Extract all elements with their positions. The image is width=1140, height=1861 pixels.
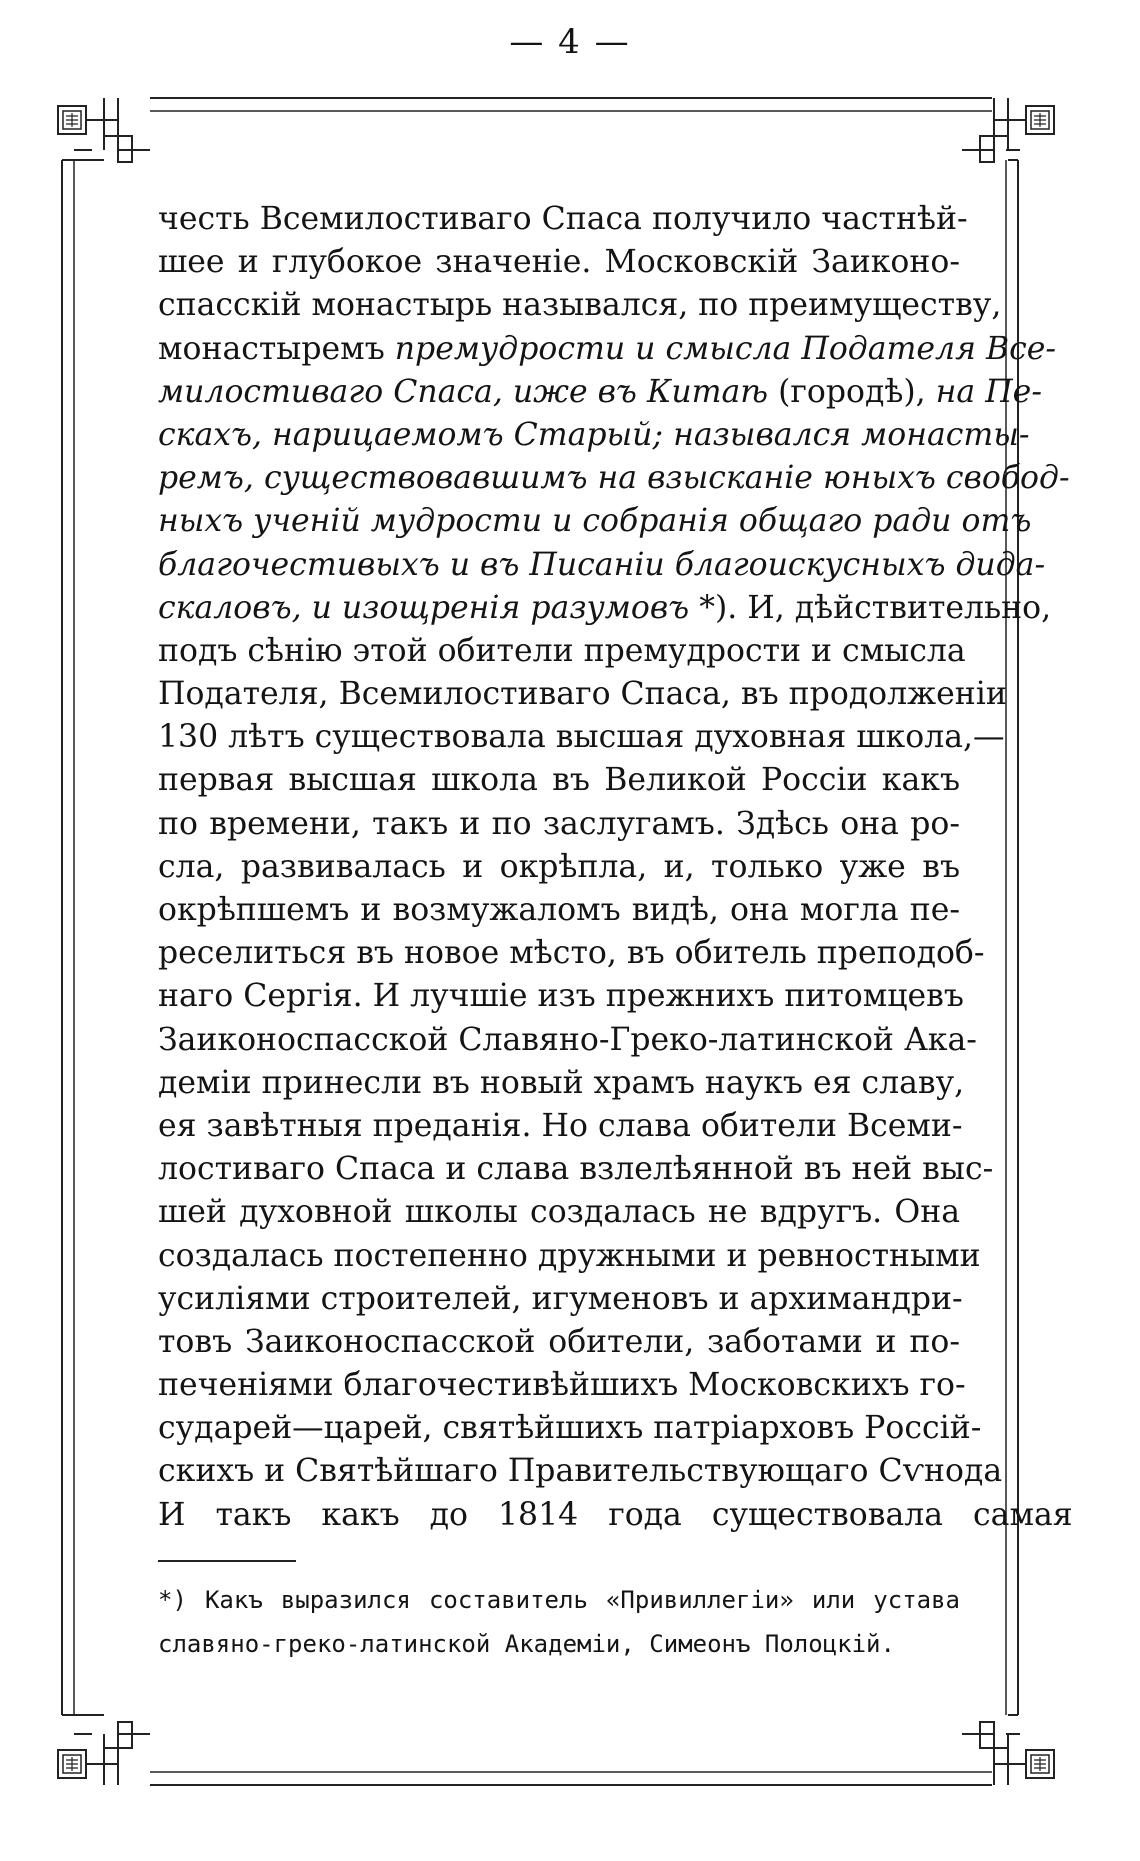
italic-text: премудрости и смысла Подателя Все-: [394, 330, 1057, 367]
text-line: [158, 1148, 994, 1191]
text-segment: подъ сѣнію этой обители премудрости и смысла: [158, 632, 966, 669]
text-segment: шей духовной школы создалась не вдругъ. Она: [158, 1194, 960, 1231]
italic-text: милостиваго Спаса, иже въ Китаѣ: [158, 373, 769, 410]
text-line: [158, 1364, 966, 1407]
text-line: [158, 1105, 963, 1148]
text-line: [158, 544, 1046, 587]
text-line: [158, 716, 1005, 759]
text-segment: скихъ и Святѣйшаго Правительствующаго Сѵнода: [158, 1453, 1003, 1490]
text-line: [158, 1019, 977, 1062]
text-segment: спасскій монастырь назывался, по преимуществу,: [158, 287, 1002, 324]
text-line: [158, 975, 964, 1018]
text-segment: (городѣ),: [768, 373, 936, 410]
text-line: [158, 500, 1032, 543]
text-segment: первая высшая школа въ Великой Россіи какъ: [158, 762, 960, 799]
text-segment: лостиваго Спаса и слава взлелѣянной въ ней выс-: [158, 1151, 994, 1188]
text-line: [158, 803, 960, 846]
text-segment: сударей—царей, святѣйшихъ патріарховъ Россій-: [158, 1410, 982, 1447]
text-line: [158, 198, 968, 241]
text-line: [158, 846, 960, 889]
text-segment: деміи принесли въ новый храмъ наукъ ея славу,: [158, 1064, 965, 1101]
text-segment: по времени, такъ и по заслугамъ. Здѣсь она ро-: [158, 805, 960, 842]
text-line: [158, 1407, 982, 1450]
text-line: [158, 1494, 1073, 1537]
text-line: [158, 457, 1070, 500]
italic-text: благочестивыхъ и въ Писаніи благоискусныхъ дида-: [158, 546, 1046, 583]
page-number: — 4 —: [509, 22, 631, 62]
corner-ornament-top-right: [962, 98, 1054, 162]
text-segment: печеніями благочестивѣйшихъ Московскихъ го-: [158, 1367, 966, 1404]
text-line: [158, 630, 966, 673]
text-line: [158, 1278, 963, 1321]
text-segment: наго Сергія. И лучшіе изъ прежнихъ питомцевъ: [158, 978, 964, 1015]
text-segment: ея завѣтныя преданія. Но слава обители Всеми-: [158, 1107, 963, 1144]
text-line: [158, 371, 1042, 414]
text-line: [158, 328, 1057, 371]
text-segment: усиліями строителей, игуменовъ и архимандри-: [158, 1280, 963, 1317]
text-segment: честь Всемилостиваго Спаса получило частнѣй-: [158, 201, 968, 237]
corner-ornament-top-left: [58, 98, 150, 162]
footnote-rule: [158, 1560, 296, 1562]
text-segment: монастыремъ: [158, 330, 395, 367]
footnote-line: *) Какъ выразился составитель «Привиллегіи» или устава: [158, 1586, 960, 1614]
italic-text: скаловъ, и изощренія разумовъ: [158, 589, 690, 626]
text-line: [158, 1450, 1003, 1493]
text-line: [158, 889, 960, 932]
text-line: [158, 673, 1007, 716]
text-segment: Подателя, Всемилостиваго Спаса, въ продолженіи: [158, 676, 1007, 713]
main-text: [158, 198, 1073, 1537]
text-segment: шее и глубокое значеніе. Московскій Заиконо-: [158, 244, 960, 281]
text-line: [158, 932, 985, 975]
text-line: [158, 284, 1002, 327]
footnote-line: славяно-греко-латинской Академіи, Симеонъ Полоцкій.: [158, 1630, 895, 1658]
text-segment: окрѣпшемъ и возмужаломъ видѣ, она могла пе-: [158, 892, 960, 928]
text-segment: Заиконоспасской Славяно-Греко-латинской Ака-: [158, 1021, 977, 1058]
text-line: [158, 241, 960, 284]
footnote: [158, 1578, 960, 1666]
corner-ornament-bottom-right: [962, 1715, 1054, 1785]
text-segment: реселиться въ новое мѣсто, въ обитель преподоб-: [158, 935, 985, 972]
italic-text: на Пе-: [935, 373, 1042, 410]
text-line: [158, 759, 960, 802]
text-segment: 130 лѣтъ существовала высшая духовная школа,—: [158, 719, 1005, 756]
text-line: [158, 1191, 960, 1234]
text-segment: И такъ какъ до 1814 года существовала самая: [158, 1496, 1073, 1533]
italic-text: ныхъ ученій мудрости и собранія общаго ради отъ: [158, 503, 1032, 540]
text-line: [158, 1321, 960, 1364]
text-line: [158, 1235, 981, 1278]
text-line: [158, 587, 1052, 630]
text-line: [158, 414, 1030, 457]
text-segment: сла, развивалась и окрѣпла, и, только уже въ: [158, 848, 960, 885]
italic-text: скахъ, нарицаемомъ Старый; назывался монасты-: [158, 416, 1030, 453]
text-segment: товъ Заиконоспасской обители, заботами и по-: [158, 1323, 960, 1360]
text-segment: создалась постепенно дружными и ревностными: [158, 1237, 981, 1274]
text-segment: *). И, дѣйствительно,: [689, 589, 1052, 626]
text-line: [158, 1062, 965, 1105]
italic-text: ремъ, существовавшимъ на взысканіе юныхъ свобод-: [158, 460, 1070, 497]
corner-ornament-bottom-left: [58, 1715, 150, 1785]
